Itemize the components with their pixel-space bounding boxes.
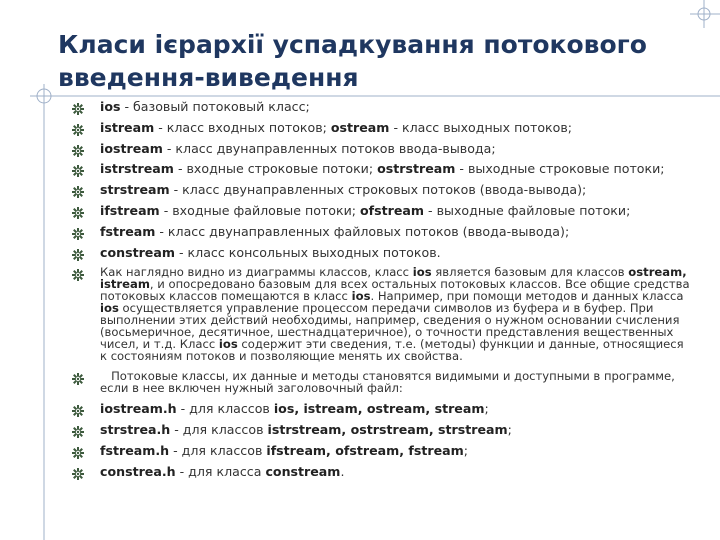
gear-bullet-icon (72, 124, 84, 136)
gear-bullet-icon (72, 249, 84, 261)
page-title: Класи ієрархії успадкування потокового введення-виведення (58, 30, 647, 92)
list-item: istrstream - входные строковые потоки; ostrstream - выходные строковые потоки; (72, 162, 692, 176)
list-item: iostream.h - для классов ios, istream, ostream, stream; (72, 402, 692, 416)
list-item: constream - класс консольных выходных потоков. (72, 246, 692, 260)
paragraph-item: Потоковые классы, их данные и методы становятся видимыми и доступными в программе, если в нее включен нужный заголовочный файл: (72, 370, 692, 394)
list-item: constrea.h - для класса constream. (72, 465, 692, 479)
list-item: iostream - класс двунаправленных потоков ввода-вывода; (72, 142, 692, 156)
gear-bullet-icon (72, 447, 84, 459)
bullet-list (72, 100, 692, 486)
list-item: fstream - класс двунаправленных файловых потоков (ввода-вывода); (72, 225, 692, 239)
list-item: ifstream - входные файловые потоки; ofstream - выходные файловые потоки; (72, 204, 692, 218)
list-item: istream - класс входных потоков; ostream - класс выходных потоков; (72, 121, 692, 135)
list-item: ios - базовый потоковый класс; (72, 100, 692, 114)
gear-bullet-icon (72, 373, 84, 385)
list-item: strstrea.h - для классов istrstream, ostrstream, strstream; (72, 423, 692, 437)
gear-bullet-icon (72, 405, 84, 417)
gear-bullet-icon (72, 165, 84, 177)
list-item: fstream.h - для классов ifstream, ofstream, fstream; (72, 444, 692, 458)
gear-bullet-icon (72, 145, 84, 157)
gear-bullet-icon (72, 426, 84, 438)
gear-bullet-icon (72, 228, 84, 240)
gear-bullet-icon (72, 468, 84, 480)
gear-bullet-icon (72, 207, 84, 219)
gear-bullet-icon (72, 103, 84, 115)
paragraph-item: Как наглядно видно из диаграммы классов, класс ios является базовым для классов ostream, istream, и опосредовано базовым для всех остальных потоковых классов. Все общие средства потоковых классов помещаются в класс ios. Например, при помощи методов и данных класса ios осуществляется управление процессом передачи символов из буфера и в буфер. При выполнении этих действий необходимы, например, сведения о нужном основании счисления (восьмеричное, десятичное, шестнадцатеричное), о точности представления вещественных чисел, и т.д. Класс ios содержит эти сведения, т.е. (методы) функции и данные, относящиеся к состояниям потоков и позволяющие менять их свойства. (72, 266, 692, 362)
gear-bullet-icon (72, 269, 84, 281)
gear-bullet-icon (72, 186, 84, 198)
list-item: strstream - класс двунаправленных строковых потоков (ввода-вывода); (72, 183, 692, 197)
